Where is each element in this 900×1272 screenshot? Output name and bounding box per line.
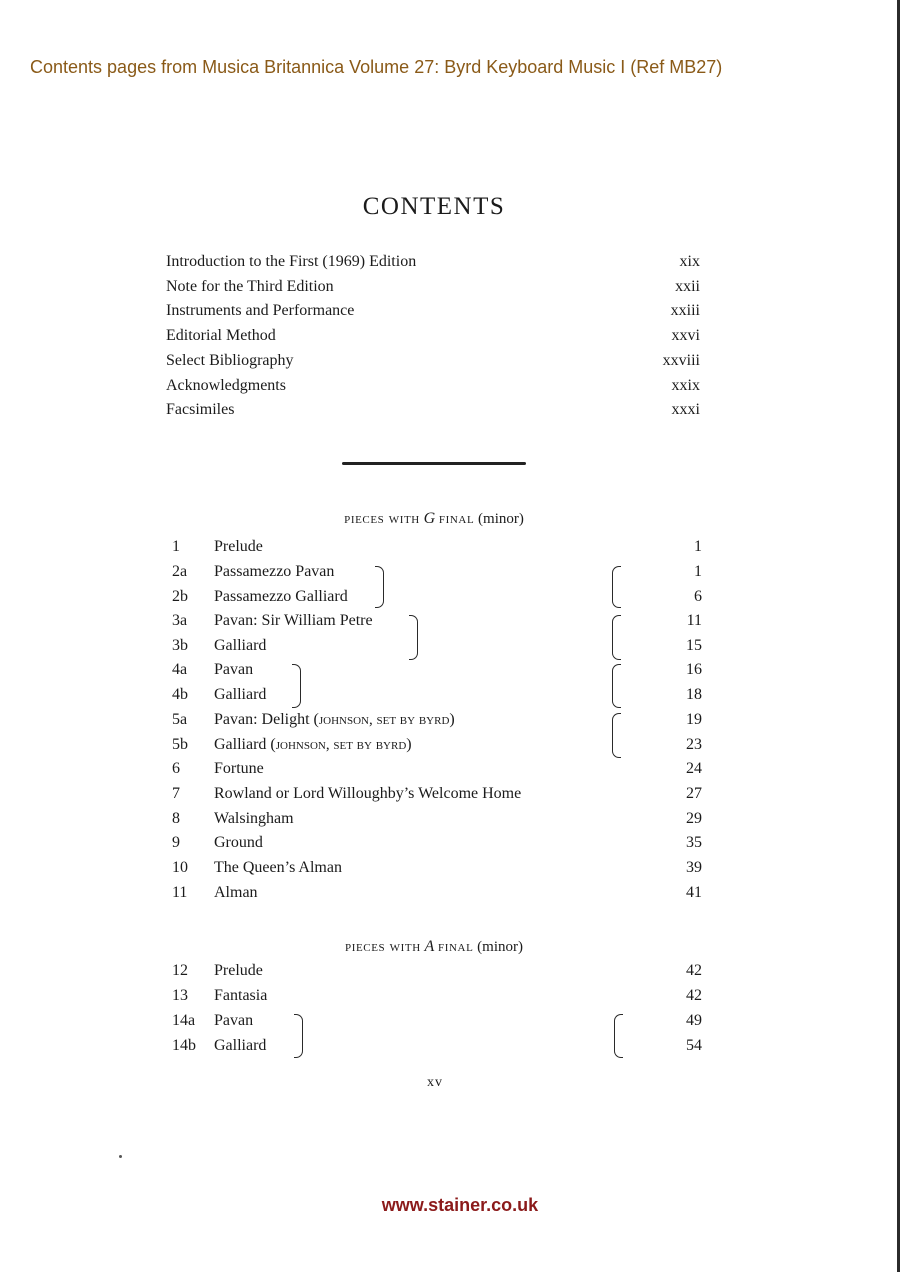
page-number: xv: [427, 1075, 443, 1090]
piece-row: 11 Alman 41: [172, 884, 702, 901]
toc-page: xxxi: [671, 401, 700, 418]
toc-row: [166, 401, 700, 426]
piece-row: 13 Fantasia 42: [172, 987, 702, 1004]
piece-row: 1 Prelude 1: [172, 538, 702, 555]
piece-row: 7 Rowland or Lord Willoughby’s Welcome Home 27: [172, 785, 702, 802]
toc-page: xxix: [671, 377, 700, 394]
pair-brace: [409, 615, 418, 660]
website-footer: www.stainer.co.uk: [381, 1195, 539, 1215]
piece-row: 2a Passamezzo Pavan 1: [172, 563, 702, 580]
piece-row: 3a Pavan: Sir William Petre 11: [172, 612, 702, 629]
toc-page: xxvi: [671, 327, 700, 344]
piece-row: 14b Galliard 54: [172, 1037, 702, 1054]
toc-row: [166, 377, 700, 402]
speck: [119, 1155, 122, 1158]
toc-row: [166, 278, 700, 303]
toc-label: Editorial Method: [166, 327, 276, 344]
toc-row: [166, 352, 700, 377]
pair-brace: [612, 566, 621, 608]
section-heading-g: pieces with G final (minor): [344, 510, 524, 527]
toc-label: Acknowledgments: [166, 377, 286, 394]
page-title: CONTENTS: [362, 193, 506, 220]
toc-label: Instruments and Performance: [166, 302, 355, 319]
piece-row: 10 The Queen’s Alman 39: [172, 859, 702, 876]
piece-row: 14a Pavan 49: [172, 1012, 702, 1029]
toc-page: xxii: [675, 278, 700, 295]
pair-brace: [612, 615, 621, 660]
toc-label: Note for the Third Edition: [166, 278, 334, 295]
toc-label: Introduction to the First (1969) Edition: [166, 253, 417, 270]
pair-brace: [614, 1014, 623, 1058]
piece-row: 2b Passamezzo Galliard 6: [172, 588, 702, 605]
toc-row: [166, 253, 700, 278]
piece-row: 8 Walsingham 29: [172, 810, 702, 827]
piece-row: 6 Fortune 24: [172, 760, 702, 777]
toc-label: Select Bibliography: [166, 352, 294, 369]
piece-row: 12 Prelude 42: [172, 962, 702, 979]
pair-brace: [375, 566, 384, 608]
pair-brace: [612, 664, 621, 708]
toc-page: xxiii: [670, 302, 700, 319]
toc-row: [166, 327, 700, 352]
toc-row: [166, 302, 700, 327]
pair-brace: [292, 664, 301, 708]
piece-row: 3b Galliard 15: [172, 637, 702, 654]
piece-row: 4b Galliard 18: [172, 686, 702, 703]
piece-row: 5a Pavan: Delight (johnson, set by byrd) 19: [172, 711, 702, 728]
section-divider: [342, 462, 526, 465]
piece-row: 5b Galliard (johnson, set by byrd) 23: [172, 736, 702, 753]
toc-page: xix: [679, 253, 700, 270]
piece-row: 4a Pavan 16: [172, 661, 702, 678]
pair-brace: [294, 1014, 303, 1058]
pair-brace: [612, 713, 621, 758]
toc-label: Facsimiles: [166, 401, 235, 418]
document-header: Contents pages from Musica Britannica Volume 27: Byrd Keyboard Music I (Ref MB27): [30, 57, 723, 77]
piece-row: 9 Ground 35: [172, 834, 702, 851]
toc-page: xxviii: [662, 352, 700, 369]
section-heading-a: pieces with A final (minor): [345, 938, 523, 955]
